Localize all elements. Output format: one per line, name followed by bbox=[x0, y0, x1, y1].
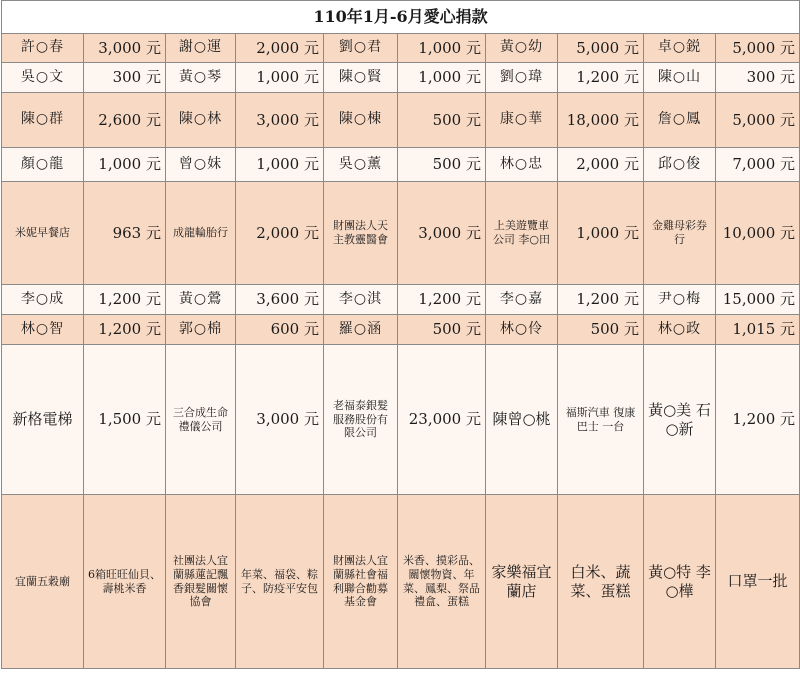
donor-name: 吳○文 bbox=[2, 63, 84, 93]
donor-name: 老福泰銀髮服務股份有限公司 bbox=[324, 345, 398, 495]
donation-amount: 500 元 bbox=[398, 93, 486, 148]
donation-amount: 500 元 bbox=[398, 315, 486, 345]
table-row bbox=[2, 285, 800, 315]
donor-name: 財團法人宜蘭縣社會福利聯合勸募基金會 bbox=[324, 495, 398, 669]
donor-name: 郭○棉 bbox=[166, 315, 236, 345]
donation-amount: 300 元 bbox=[84, 63, 166, 93]
donation-amount: 5,000 元 bbox=[716, 34, 800, 63]
donation-amount: 3,600 元 bbox=[236, 285, 324, 315]
table-title: 110年1月-6月愛心捐款 bbox=[2, 1, 800, 34]
table-row bbox=[2, 182, 800, 285]
donor-name: 家樂福宜蘭店 bbox=[486, 495, 558, 669]
donation-sheet bbox=[1, 0, 799, 669]
donor-name: 陳○棟 bbox=[324, 93, 398, 148]
donation-amount: 1,015 元 bbox=[716, 315, 800, 345]
donor-name: 陳○山 bbox=[644, 63, 716, 93]
donation-amount: 1,200 元 bbox=[84, 315, 166, 345]
donor-name: 詹○鳳 bbox=[644, 93, 716, 148]
donor-name: 謝○運 bbox=[166, 34, 236, 63]
donor-name: 劉○瑋 bbox=[486, 63, 558, 93]
donor-name: 林○忠 bbox=[486, 148, 558, 182]
donation-amount: 500 元 bbox=[558, 315, 644, 345]
donation-amount: 1,200 元 bbox=[558, 63, 644, 93]
donation-amount: 1,000 元 bbox=[398, 63, 486, 93]
table-row bbox=[2, 495, 800, 669]
donation-amount: 1,000 元 bbox=[236, 63, 324, 93]
table-row bbox=[2, 148, 800, 182]
table-row bbox=[2, 63, 800, 93]
donation-item: 年菜、福袋、粽子、防疫平安包 bbox=[236, 495, 324, 669]
donation-amount: 5,000 元 bbox=[716, 93, 800, 148]
donor-name: 成龍輪胎行 bbox=[166, 182, 236, 285]
donation-table bbox=[1, 0, 800, 669]
donor-name: 黃○琴 bbox=[166, 63, 236, 93]
donor-name: 三合成生命禮儀公司 bbox=[166, 345, 236, 495]
donor-name: 邱○俊 bbox=[644, 148, 716, 182]
donation-item: 6箱旺旺仙貝、壽桃米香 bbox=[84, 495, 166, 669]
donation-amount: 5,000 元 bbox=[558, 34, 644, 63]
donor-name: 尹○梅 bbox=[644, 285, 716, 315]
donation-amount: 3,000 元 bbox=[398, 182, 486, 285]
donor-name: 林○政 bbox=[644, 315, 716, 345]
donor-name: 米妮早餐店 bbox=[2, 182, 84, 285]
donor-name: 上美遊覽車公司 李○田 bbox=[486, 182, 558, 285]
donor-name: 吳○薰 bbox=[324, 148, 398, 182]
donation-amount: 15,000 元 bbox=[716, 285, 800, 315]
donation-amount: 3,000 元 bbox=[236, 345, 324, 495]
donation-amount: 1,500 元 bbox=[84, 345, 166, 495]
donation-amount: 963 元 bbox=[84, 182, 166, 285]
donation-amount: 1,200 元 bbox=[716, 345, 800, 495]
table-row bbox=[2, 34, 800, 63]
donation-amount: 2,000 元 bbox=[236, 182, 324, 285]
donation-amount: 3,000 元 bbox=[84, 34, 166, 63]
donor-name: 林○智 bbox=[2, 315, 84, 345]
donor-name: 羅○涵 bbox=[324, 315, 398, 345]
donation-item: 米香、摸彩品、關懷物資、年菜、鳳梨、祭品禮盒、蛋糕 bbox=[398, 495, 486, 669]
donor-name: 財團法人天主教靈醫會 bbox=[324, 182, 398, 285]
donation-item: 白米、蔬菜、蛋糕 bbox=[558, 495, 644, 669]
donation-amount: 18,000 元 bbox=[558, 93, 644, 148]
donor-name: 黃○鶯 bbox=[166, 285, 236, 315]
donor-name: 新格電梯 bbox=[2, 345, 84, 495]
donor-name: 陳曾○桃 bbox=[486, 345, 558, 495]
donor-name: 李○淇 bbox=[324, 285, 398, 315]
donor-name: 陳○林 bbox=[166, 93, 236, 148]
donation-amount: 1,000 元 bbox=[84, 148, 166, 182]
donor-name: 黃○特 李○樺 bbox=[644, 495, 716, 669]
table-row bbox=[2, 345, 800, 495]
donation-amount: 2,600 元 bbox=[84, 93, 166, 148]
donor-name: 顏○龍 bbox=[2, 148, 84, 182]
donor-name: 劉○君 bbox=[324, 34, 398, 63]
donor-name: 李○嘉 bbox=[486, 285, 558, 315]
donor-name: 康○華 bbox=[486, 93, 558, 148]
donor-name: 曾○妹 bbox=[166, 148, 236, 182]
donation-amount: 1,200 元 bbox=[398, 285, 486, 315]
donation-amount: 1,200 元 bbox=[84, 285, 166, 315]
donation-amount: 300 元 bbox=[716, 63, 800, 93]
donation-amount: 1,000 元 bbox=[558, 182, 644, 285]
donor-name: 陳○賢 bbox=[324, 63, 398, 93]
donor-name: 許○春 bbox=[2, 34, 84, 63]
donation-amount: 10,000 元 bbox=[716, 182, 800, 285]
donor-name: 社團法人宜蘭縣蓮記飄香銀髮關懷協會 bbox=[166, 495, 236, 669]
donor-name: 陳○群 bbox=[2, 93, 84, 148]
table-row bbox=[2, 315, 800, 345]
donation-amount: 3,000 元 bbox=[236, 93, 324, 148]
donation-amount: 1,000 元 bbox=[398, 34, 486, 63]
donor-name: 黃○美 石○新 bbox=[644, 345, 716, 495]
donation-amount: 500 元 bbox=[398, 148, 486, 182]
donor-name: 卓○鋭 bbox=[644, 34, 716, 63]
donor-name: 金雞母彩券行 bbox=[644, 182, 716, 285]
donation-amount: 2,000 元 bbox=[558, 148, 644, 182]
donation-amount: 23,000 元 bbox=[398, 345, 486, 495]
donation-item: 口罩一批 bbox=[716, 495, 800, 669]
donor-name: 宜蘭五穀廟 bbox=[2, 495, 84, 669]
donor-name: 李○成 bbox=[2, 285, 84, 315]
table-row bbox=[2, 93, 800, 148]
donation-amount: 2,000 元 bbox=[236, 34, 324, 63]
donation-amount: 600 元 bbox=[236, 315, 324, 345]
donation-amount: 1,200 元 bbox=[558, 285, 644, 315]
donor-name: 黃○幼 bbox=[486, 34, 558, 63]
donation-amount: 福斯汽車 復康巴士 一台 bbox=[558, 345, 644, 495]
donation-amount: 1,000 元 bbox=[236, 148, 324, 182]
donation-amount: 7,000 元 bbox=[716, 148, 800, 182]
donor-name: 林○伶 bbox=[486, 315, 558, 345]
